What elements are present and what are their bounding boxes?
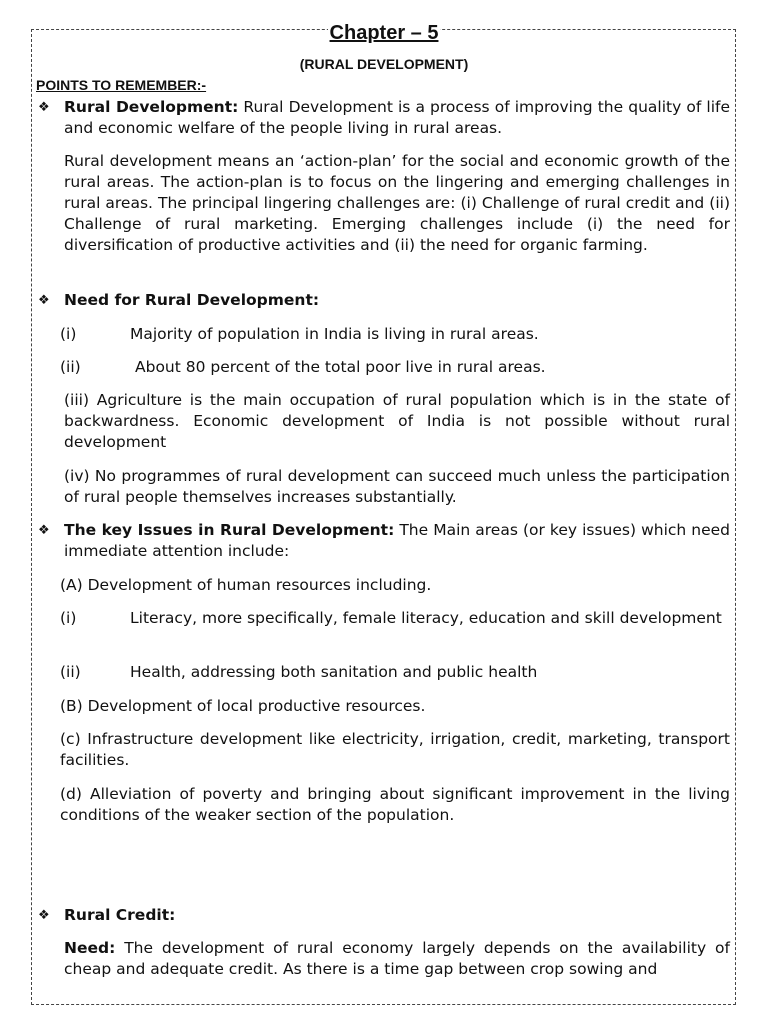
key-issue-b: (B) Development of local productive resources.: [60, 697, 426, 715]
key-issue-c: (c) Infrastructure development like electricity, irrigation, credit, marketing, transport facilities.: [60, 730, 730, 769]
chapter-title: Chapter – 5: [329, 22, 439, 44]
list-number: (i): [60, 325, 77, 343]
list-number: (ii): [60, 358, 81, 376]
rural-credit-heading: Rural Credit:: [64, 906, 176, 924]
need-item-iii: (iii) Agriculture is the main occupation of rural population which is in the state of backwardness. Economic development of India is not possible without rural development: [64, 391, 730, 451]
list-number: (ii): [60, 663, 81, 681]
chapter-subtitle: (RURAL DEVELOPMENT): [299, 56, 469, 72]
rural-development-paragraph: Rural development means an ‘action-plan’ for the social and economic growth of the rural areas. The action-plan is to focus on the lingering and emerging challenges in rural areas. The principal lingering challenges are: (i) Challenge of rural credit and (ii) Challenge of rural marketing. Emerging challenges include (i) the need for diversification of productive activities and (ii) the need for organic farming.: [64, 152, 730, 254]
key-issue-d: (d) Alleviation of poverty and bringing about significant improvement in the living conditions of the weaker section of the population.: [60, 785, 730, 824]
rural-credit-need: Need: The development of rural economy largely depends on the availability of cheap and adequate credit. As there is a time gap between crop sowing and: [64, 939, 730, 978]
key-issues-intro: The key Issues in Rural Development: The Main areas (or key issues) which need immediate attention include:: [64, 521, 730, 560]
key-issue-ii: Health, addressing both sanitation and public health: [130, 663, 538, 681]
need-heading: Need for Rural Development:: [64, 291, 320, 309]
need-item-ii: About 80 percent of the total poor live in rural areas.: [135, 358, 546, 376]
bullet-icon: ❖: [38, 293, 50, 308]
bullet-icon: ❖: [38, 523, 50, 538]
key-issue-i: Literacy, more specifically, female literacy, education and skill development: [130, 609, 722, 627]
key-issue-a: (A) Development of human resources including.: [60, 576, 432, 594]
bullet-icon: ❖: [38, 908, 50, 923]
rural-development-definition: Rural Development: Rural Development is a process of improving the quality of life and economic welfare of the people living in rural areas.: [64, 98, 730, 137]
points-to-remember-heading: POINTS TO REMEMBER:-: [36, 77, 207, 93]
bullet-icon: ❖: [38, 100, 50, 115]
list-number: (i): [60, 609, 77, 627]
need-item-iv: (iv) No programmes of rural development can succeed much unless the participation of rural people themselves increases substantially.: [64, 467, 730, 506]
need-item-i: Majority of population in India is living in rural areas.: [130, 325, 539, 343]
